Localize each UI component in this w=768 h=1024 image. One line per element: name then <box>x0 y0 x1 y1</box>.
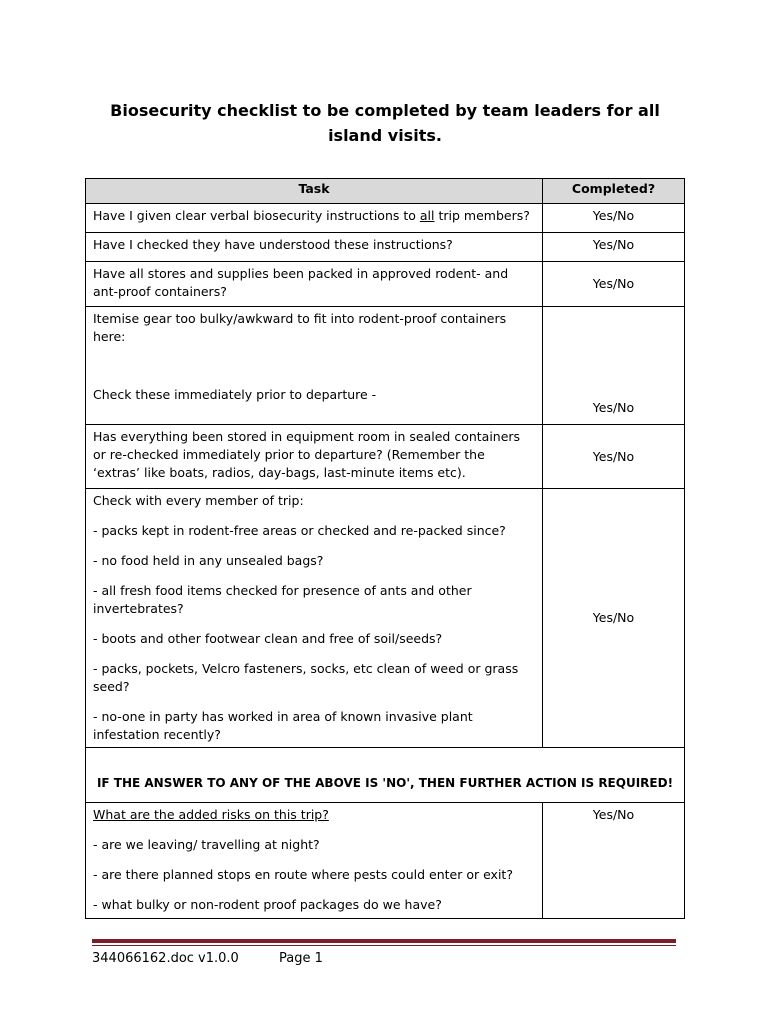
completed-cell: Yes/No <box>543 489 685 748</box>
task-cell: Have all stores and supplies been packed in approved rodent- and ant-proof containers? <box>86 262 543 307</box>
footer-rule-thin <box>92 945 676 946</box>
checklist-intro: Check with every member of trip: <box>93 493 304 508</box>
table-row <box>86 233 685 262</box>
task-text: Itemise gear too bulky/awkward to fit into rodent-proof containers here: <box>93 311 507 344</box>
task-emphasis: all <box>419 208 435 223</box>
task-cell: Has everything been stored in equipment room in sealed containers or re-checked immediately prior to departure? (Remember the ‘extras’ like boats, radios, day-bags, last-minute items etc). <box>86 425 543 489</box>
task-text: trip members? <box>434 208 530 223</box>
completed-cell: Yes/No <box>543 425 685 489</box>
risks-heading-text: What are the added risks on this trip? <box>93 807 329 822</box>
table-row <box>86 425 685 489</box>
risks-heading <box>93 806 535 824</box>
task-cell <box>86 307 543 425</box>
document-title: Biosecurity checklist to be completed by team leaders for all island visits. <box>110 101 660 145</box>
table-row <box>86 803 685 919</box>
biosecurity-checklist-table <box>85 178 685 919</box>
warning-row <box>86 748 685 803</box>
footer-page-number: Page 1 <box>279 951 323 966</box>
completed-cell: Yes/No <box>543 204 685 233</box>
list-item: - all fresh food items checked for presence of ants and other invertebrates? <box>93 583 472 616</box>
task-cell <box>86 204 543 233</box>
table-row <box>86 204 685 233</box>
task-text: Check these immediately prior to departure - <box>93 387 377 402</box>
table-row <box>86 307 685 425</box>
table-row <box>86 262 685 307</box>
table-header-row <box>86 179 685 204</box>
table-row <box>86 489 685 748</box>
list-item: - packs kept in rodent-free areas or checked and re-packed since? <box>93 523 506 538</box>
list-item: - what bulky or non-rodent proof packages do we have? <box>93 897 442 912</box>
task-cell <box>86 803 543 919</box>
list-item: - packs, pockets, Velcro fasteners, socks, etc clean of weed or grass seed? <box>93 661 519 694</box>
task-cell <box>86 489 543 748</box>
task-cell: Have I checked they have understood these instructions? <box>86 233 543 262</box>
completed-cell: Yes/No <box>543 307 685 425</box>
completed-cell: Yes/No <box>543 803 685 919</box>
completed-cell: Yes/No <box>543 262 685 307</box>
list-item: - are we leaving/ travelling at night? <box>93 837 320 852</box>
task-text: Have I given clear verbal biosecurity instructions to <box>93 208 420 223</box>
column-header-task: Task <box>86 179 543 204</box>
warning-text: IF THE ANSWER TO ANY OF THE ABOVE IS 'NO', THEN FURTHER ACTION IS REQUIRED! <box>86 748 685 803</box>
footer-document-id: 344066162.doc v1.0.0 <box>92 951 239 966</box>
completed-cell: Yes/No <box>543 233 685 262</box>
list-item: - boots and other footwear clean and free of soil/seeds? <box>93 631 443 646</box>
footer-rule-thick <box>92 939 676 943</box>
column-header-completed: Completed? <box>543 179 685 204</box>
list-item: - no food held in any unsealed bags? <box>93 553 324 568</box>
list-item: - are there planned stops en route where pests could enter or exit? <box>93 867 513 882</box>
list-item: - no-one in party has worked in area of known invasive plant infestation recently? <box>93 709 473 742</box>
